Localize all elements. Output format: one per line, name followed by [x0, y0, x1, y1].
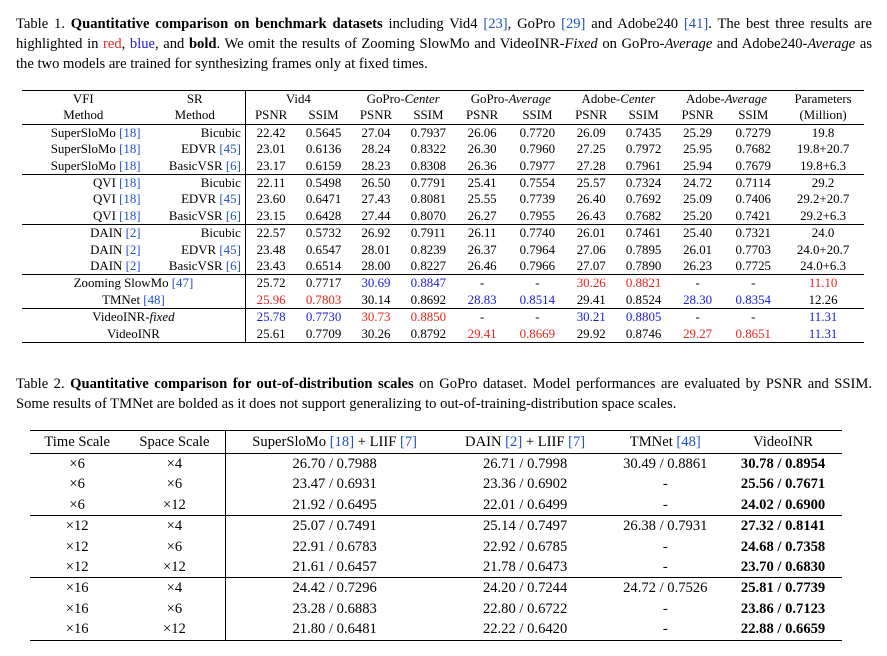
- header-ssim: SSIM: [401, 107, 455, 124]
- metric-cell: 0.7960: [519, 142, 556, 157]
- tmnet-cell: -: [662, 600, 668, 617]
- table-row: [22, 175, 864, 192]
- metric-cell: 29.41: [576, 292, 606, 307]
- header-tmnet: TMNet [48]: [606, 431, 724, 454]
- tmnet-cell: -: [606, 619, 724, 640]
- metric-cell: 0.7739: [519, 192, 556, 207]
- metric-cell: 0.6136: [305, 142, 342, 157]
- dain-liif-cell: 22.80 / 0.6722: [482, 600, 568, 617]
- header-psnr: PSNR: [566, 107, 616, 124]
- tmnet-cell: -: [662, 476, 668, 493]
- dain-liif-cell: 22.22 / 0.6420: [444, 619, 607, 640]
- metric-cell: 0.8308: [410, 158, 447, 173]
- metric-cell: 0.7966: [519, 259, 556, 274]
- metric-cell: 22.57: [245, 225, 296, 242]
- metric-cell: 0.7720: [509, 124, 566, 141]
- metric-cell: -: [724, 309, 782, 326]
- metric-cell: 0.8821: [616, 275, 670, 292]
- metric-cell: 26.40: [576, 192, 606, 207]
- metric-cell: 28.83: [467, 292, 497, 307]
- metric-cell: 0.8239: [410, 242, 447, 257]
- header-superslomo-liif: SuperSloMo [18] + LIIF [7]: [225, 431, 444, 454]
- header-adobe-average: Adobe-Average: [671, 91, 782, 108]
- parameters-cell: 19.8: [782, 124, 864, 141]
- metric-cell: 0.7791: [401, 175, 455, 192]
- table-row: [30, 537, 842, 557]
- metric-cell: -: [509, 309, 566, 326]
- metric-cell: 0.7709: [296, 326, 350, 343]
- header-sr-method: Method: [145, 107, 246, 124]
- metric-cell: 26.43: [576, 208, 606, 223]
- metric-cell: 25.96: [245, 292, 296, 309]
- metric-cell: 30.21: [566, 309, 616, 326]
- parameters-cell: 24.0: [782, 225, 864, 242]
- parameters-cell: 11.10: [782, 275, 864, 292]
- metric-cell: 26.46: [467, 259, 497, 274]
- videoinr-cell: 25.81 / 0.7739: [724, 578, 842, 599]
- header-time-scale: Time Scale: [30, 431, 124, 454]
- table-row: [22, 158, 864, 175]
- header-psnr: PSNR: [456, 107, 509, 124]
- metric-cell: 0.7955: [519, 208, 556, 223]
- table-row: [30, 495, 842, 516]
- vfi-method: DAIN [2]: [22, 225, 145, 242]
- metric-cell: 0.7890: [625, 259, 662, 274]
- space-scale-cell: ×4: [166, 456, 183, 472]
- metric-cell: 26.23: [683, 259, 713, 274]
- metric-cell: 0.7421: [735, 208, 771, 223]
- sr-method: EDVR [45]: [181, 242, 241, 257]
- metric-cell: -: [456, 309, 509, 326]
- metric-cell: 0.7972: [625, 142, 662, 157]
- metric-cell: 0.6547: [305, 242, 342, 257]
- table1-header-row-2: [22, 107, 864, 124]
- parameters-cell: 29.2: [782, 175, 864, 192]
- metric-cell: 27.07: [576, 259, 606, 274]
- metric-cell: 30.69: [351, 275, 401, 292]
- metric-cell: 0.7435: [616, 124, 670, 141]
- metric-cell: 0.7279: [724, 124, 782, 141]
- metric-cell: 0.8514: [519, 292, 556, 307]
- metric-cell: 0.7321: [724, 225, 782, 242]
- table-row: [22, 191, 864, 207]
- metric-cell: 0.6428: [305, 208, 342, 223]
- metric-cell: 26.27: [467, 208, 497, 223]
- table2-caption: Table 2. Quantitative comparison for out-of-distribution scales on GoPro dataset. Model performances are evaluated by PSNR and SSIM. Some results of TMNet are bolded as it does not support generalizing to out-of-training-distribution space scales.: [16, 376, 872, 412]
- table-row: [30, 578, 842, 599]
- metric-cell: 25.41: [456, 175, 509, 192]
- header-sr: SR: [145, 91, 246, 108]
- metric-cell: 0.7682: [625, 208, 662, 223]
- metric-cell: 26.37: [467, 242, 497, 257]
- metric-cell: 28.30: [683, 292, 713, 307]
- tmnet-cell: 26.38 / 0.7931: [606, 516, 724, 537]
- metric-cell: 25.78: [245, 309, 296, 326]
- superslomo-liif-cell: 21.80 / 0.6481: [225, 619, 444, 640]
- metric-cell: 26.01: [566, 225, 616, 242]
- table-row: [30, 619, 842, 640]
- table1-caption: Table 1. Quantitative comparison on benchmark datasets including Vid4 [23], GoPro [29] and Adobe240 [41]. The best three results are highlighted in red, blue, and bold. We omit the results of Zooming SlowMo and VideoINR-Fixed on GoPro-Average and Adobe240-Average as the two models are trained for synthesizing frames only at fixed times.: [16, 16, 872, 72]
- parameters-cell: 24.0+20.7: [796, 242, 850, 257]
- sr-method: Bicubic: [145, 225, 246, 242]
- benchmark-table: [22, 90, 864, 343]
- metric-cell: 0.7324: [616, 175, 670, 192]
- header-method: Method: [22, 107, 145, 124]
- metric-cell: 0.7692: [625, 192, 662, 207]
- metric-cell: 26.09: [566, 124, 616, 141]
- metric-cell: 24.72: [671, 175, 725, 192]
- metric-cell: 23.48: [245, 242, 296, 258]
- videoinr-cell: 22.88 / 0.6659: [724, 619, 842, 640]
- superslomo-liif-cell: 24.42 / 0.7296: [225, 578, 444, 599]
- metric-cell: -: [671, 275, 725, 292]
- sr-method: BasicVSR [6]: [168, 158, 241, 173]
- metric-cell: 25.57: [566, 175, 616, 192]
- ood-scales-table: [30, 430, 842, 641]
- dain-liif-cell: 24.20 / 0.7244: [444, 578, 607, 599]
- metric-cell: 0.8081: [410, 192, 447, 207]
- method-name: VideoINR-fixed: [22, 309, 245, 326]
- metric-cell: 0.7725: [735, 259, 771, 274]
- header-gopro-average: GoPro-Average: [456, 91, 566, 108]
- vfi-method: DAIN [2]: [90, 259, 141, 274]
- metric-cell: 0.7740: [509, 225, 566, 242]
- table-row-tmnet: [22, 292, 864, 309]
- header-ssim: SSIM: [509, 107, 566, 124]
- metric-cell: 0.7703: [735, 242, 771, 257]
- metric-cell: 0.5498: [296, 175, 350, 192]
- metric-cell: 28.00: [361, 259, 391, 274]
- metric-cell: 0.8850: [401, 309, 455, 326]
- header-ssim: SSIM: [724, 107, 782, 124]
- metric-cell: 29.41: [456, 326, 509, 343]
- metric-cell: 0.6471: [305, 192, 342, 207]
- metric-cell: 26.30: [467, 142, 497, 157]
- parameters-cell: 12.26: [808, 292, 838, 307]
- metric-cell: 26.36: [467, 158, 497, 173]
- metric-cell: 0.6514: [305, 259, 342, 274]
- metric-cell: 29.92: [566, 326, 616, 343]
- space-scale-cell: ×12: [124, 619, 225, 640]
- metric-cell: 26.50: [351, 175, 401, 192]
- table-row: [22, 141, 864, 157]
- table-row: [22, 124, 864, 141]
- superslomo-liif-cell: 21.92 / 0.6495: [225, 495, 444, 516]
- table-row: [30, 599, 842, 619]
- metric-cell: 0.7114: [724, 175, 782, 192]
- metric-cell: 23.01: [245, 141, 296, 157]
- metric-cell: 25.94: [683, 158, 713, 173]
- parameters-cell: 29.2+20.7: [796, 192, 850, 207]
- sr-method: Bicubic: [145, 175, 246, 192]
- table2-header-row: [30, 431, 842, 454]
- tmnet-cell: -: [662, 538, 668, 555]
- metric-cell: 30.26: [351, 326, 401, 343]
- metric-cell: 25.95: [683, 142, 713, 157]
- metric-cell: 25.20: [683, 208, 713, 223]
- vfi-method: QVI [18]: [22, 175, 145, 192]
- metric-cell: 28.24: [361, 142, 391, 157]
- time-scale-cell: ×6: [69, 456, 85, 472]
- metric-cell: 0.8322: [410, 142, 447, 157]
- superslomo-liif-cell: 21.61 / 0.6457: [225, 557, 444, 578]
- metric-cell: 28.01: [361, 242, 391, 257]
- header-ssim: SSIM: [616, 107, 670, 124]
- metric-cell: 0.8354: [735, 292, 771, 307]
- metric-cell: 30.73: [351, 309, 401, 326]
- table-row: [22, 208, 864, 225]
- vfi-method: SuperSloMo [18]: [50, 158, 141, 173]
- parameters-cell: 11.31: [782, 326, 864, 343]
- metric-cell: 23.15: [245, 208, 296, 225]
- metric-cell: 0.8847: [401, 275, 455, 292]
- header-ssim: SSIM: [296, 107, 350, 124]
- metric-cell: 0.7937: [401, 124, 455, 141]
- metric-cell: 27.25: [576, 142, 606, 157]
- metric-cell: 0.7803: [305, 292, 342, 307]
- tmnet-cell: -: [662, 496, 668, 513]
- parameters-cell: 11.31: [782, 309, 864, 326]
- time-scale-cell: ×6: [69, 476, 85, 493]
- metric-cell: 0.5732: [296, 225, 350, 242]
- metric-cell: -: [671, 309, 725, 326]
- metric-cell: 0.7717: [296, 275, 350, 292]
- superslomo-liif-cell: 26.70 / 0.7988: [225, 454, 444, 475]
- metric-cell: 25.40: [671, 225, 725, 242]
- dain-liif-cell: 23.36 / 0.6902: [482, 476, 568, 493]
- vfi-method: SuperSloMo [18]: [50, 142, 141, 157]
- metric-cell: 30.26: [566, 275, 616, 292]
- table-row: [30, 474, 842, 494]
- metric-cell: 26.01: [683, 242, 713, 257]
- metric-cell: 0.8805: [616, 309, 670, 326]
- metric-cell: 23.17: [245, 158, 296, 175]
- header-psnr: PSNR: [671, 107, 725, 124]
- space-scale-cell: ×4: [124, 578, 225, 599]
- metric-cell: 26.11: [456, 225, 509, 242]
- metric-cell: 0.7895: [625, 242, 662, 257]
- metric-cell: 0.8227: [410, 259, 447, 274]
- header-videoinr: VideoINR: [724, 431, 842, 454]
- videoinr-cell: 24.68 / 0.7358: [740, 538, 826, 555]
- superslomo-liif-cell: 23.47 / 0.6931: [225, 474, 444, 494]
- table-row: [22, 225, 864, 242]
- metric-cell: 27.06: [576, 242, 606, 257]
- space-scale-cell: ×12: [163, 496, 186, 513]
- metric-cell: 0.7911: [401, 225, 455, 242]
- time-scale-cell: ×12: [65, 559, 89, 576]
- metric-cell: 0.8524: [625, 292, 662, 307]
- metric-cell: 0.7554: [509, 175, 566, 192]
- metric-cell: 0.8651: [724, 326, 782, 343]
- header-psnr: PSNR: [245, 107, 296, 124]
- space-scale-cell: ×4: [124, 516, 225, 537]
- vfi-method: QVI [18]: [92, 192, 141, 207]
- table-row: [22, 258, 864, 275]
- time-scale-cell: ×12: [65, 538, 89, 555]
- metric-cell: 26.92: [351, 225, 401, 242]
- metric-cell: 27.04: [351, 124, 401, 141]
- sr-method: Bicubic: [145, 124, 246, 141]
- videoinr-cell: 23.70 / 0.6830: [740, 559, 826, 576]
- metric-cell: 25.09: [683, 192, 713, 207]
- metric-cell: 25.55: [467, 192, 497, 207]
- superslomo-liif-cell: 25.07 / 0.7491: [225, 516, 444, 537]
- table-row: [30, 557, 842, 578]
- table1-header-row-1: [22, 91, 864, 108]
- parameters-cell: 19.8+6.3: [800, 158, 847, 173]
- superslomo-liif-cell: 22.91 / 0.6783: [225, 537, 444, 557]
- sr-method: EDVR [45]: [181, 192, 241, 207]
- table-row-videoinr-fixed: [22, 309, 864, 326]
- space-scale-cell: ×6: [166, 600, 183, 617]
- header-vfi: VFI: [22, 91, 145, 108]
- metric-cell: 22.42: [245, 124, 296, 141]
- time-scale-cell: ×6: [69, 496, 85, 513]
- table-row: [30, 516, 842, 537]
- metric-cell: 0.8792: [401, 326, 455, 343]
- metric-cell: 0.8746: [616, 326, 670, 343]
- parameters-cell: 19.8+20.7: [796, 142, 850, 157]
- metric-cell: 27.44: [361, 208, 391, 223]
- time-scale-cell: ×16: [30, 578, 124, 599]
- metric-cell: 0.8070: [410, 208, 447, 223]
- metric-cell: 0.7682: [735, 142, 771, 157]
- time-scale-cell: ×16: [30, 619, 124, 640]
- metric-cell: 30.14: [361, 292, 391, 307]
- method-name: TMNet [48]: [102, 292, 165, 307]
- metric-cell: 0.7730: [296, 309, 350, 326]
- videoinr-cell: 27.32 / 0.8141: [724, 516, 842, 537]
- metric-cell: 29.27: [671, 326, 725, 343]
- header-gopro-center: GoPro-Center: [351, 91, 456, 108]
- header-dain-liif: DAIN [2] + LIIF [7]: [444, 431, 607, 454]
- table-row: [30, 454, 842, 475]
- parameters-cell: 24.0+6.3: [800, 259, 847, 274]
- metric-cell: 25.61: [245, 326, 296, 343]
- videoinr-cell: 25.56 / 0.7671: [740, 476, 826, 493]
- metric-cell: -: [456, 275, 509, 292]
- metric-cell: -: [724, 275, 782, 292]
- metric-cell: 0.7964: [519, 242, 556, 257]
- header-adobe-center: Adobe-Center: [566, 91, 671, 108]
- videoinr-cell: 30.78 / 0.8954: [740, 456, 826, 472]
- sr-method: EDVR [45]: [181, 142, 241, 157]
- metric-cell: 0.7977: [519, 158, 556, 173]
- superslomo-liif-cell: 23.28 / 0.6883: [225, 599, 444, 619]
- header-parameters: Parameters: [782, 91, 864, 108]
- header-million: (Million): [782, 107, 864, 124]
- table-row: [22, 242, 864, 258]
- metric-cell: 25.29: [671, 124, 725, 141]
- header-space-scale: Space Scale: [124, 431, 225, 454]
- header-vid4: Vid4: [245, 91, 350, 108]
- dain-liif-cell: 21.78 / 0.6473: [482, 559, 568, 576]
- metric-cell: 0.8692: [410, 292, 447, 307]
- space-scale-cell: ×6: [166, 538, 183, 555]
- metric-cell: 0.5645: [296, 124, 350, 141]
- space-scale-cell: ×12: [163, 559, 186, 576]
- dain-liif-cell: 26.71 / 0.7998: [482, 456, 568, 472]
- table-row-videoinr: [22, 326, 864, 343]
- metric-cell: 0.7406: [735, 192, 771, 207]
- method-name: Zooming SlowMo [47]: [22, 275, 245, 292]
- metric-cell: 27.28: [576, 158, 606, 173]
- metric-cell: -: [509, 275, 566, 292]
- tmnet-cell: -: [662, 559, 668, 576]
- time-scale-cell: ×12: [30, 516, 124, 537]
- metric-cell: 23.43: [245, 258, 296, 275]
- dain-liif-cell: 22.92 / 0.6785: [482, 538, 568, 555]
- dain-liif-cell: 25.14 / 0.7497: [444, 516, 607, 537]
- vfi-method: SuperSloMo [18]: [22, 124, 145, 141]
- videoinr-cell: 23.86 / 0.7123: [740, 600, 826, 617]
- dain-liif-cell: 22.01 / 0.6499: [482, 496, 568, 513]
- metric-cell: 28.23: [361, 158, 391, 173]
- tmnet-cell: 24.72 / 0.7526: [606, 578, 724, 599]
- sr-method: BasicVSR [6]: [168, 208, 241, 223]
- method-name: VideoINR: [22, 326, 245, 343]
- vfi-method: QVI [18]: [92, 208, 141, 223]
- metric-cell: 0.6159: [305, 158, 342, 173]
- metric-cell: 26.06: [456, 124, 509, 141]
- metric-cell: 0.8669: [509, 326, 566, 343]
- metric-cell: 0.7961: [625, 158, 662, 173]
- tmnet-cell: 30.49 / 0.8861: [623, 456, 708, 472]
- metric-cell: 25.72: [245, 275, 296, 292]
- metric-cell: 27.43: [361, 192, 391, 207]
- table-row-zooming: [22, 275, 864, 292]
- metric-cell: 23.60: [245, 191, 296, 207]
- metric-cell: 0.7679: [735, 158, 771, 173]
- space-scale-cell: ×6: [166, 476, 183, 493]
- vfi-method: DAIN [2]: [90, 242, 141, 257]
- header-psnr: PSNR: [351, 107, 401, 124]
- parameters-cell: 29.2+6.3: [800, 208, 847, 223]
- time-scale-cell: ×16: [65, 600, 89, 617]
- sr-method: BasicVSR [6]: [168, 259, 241, 274]
- metric-cell: 22.11: [245, 175, 296, 192]
- videoinr-cell: 24.02 / 0.6900: [740, 496, 826, 513]
- metric-cell: 0.7461: [616, 225, 670, 242]
